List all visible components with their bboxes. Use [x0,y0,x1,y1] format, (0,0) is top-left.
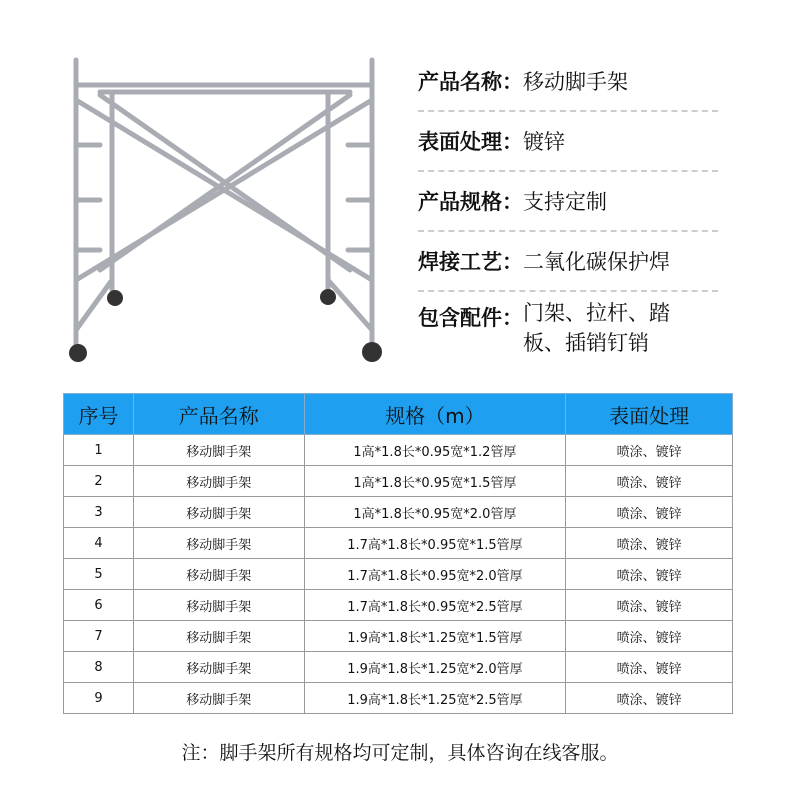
info-value: 移动脚手架 [523,70,628,94]
cell-spec: 1.7高*1.8长*0.95宽*1.5管厚 [304,528,566,559]
info-value: 二氧化碳保护焊 [523,250,670,274]
info-row-name [418,52,718,112]
info-row-spec [418,172,718,232]
cell-spec: 1.7高*1.8长*0.95宽*2.5管厚 [304,590,566,621]
header-surface: 表面处理 [566,394,733,435]
cell-name: 移动脚手架 [133,652,304,683]
table-row [64,466,733,497]
cell-surface: 喷涂、镀锌 [566,497,733,528]
header-spec: 规格（m） [304,394,566,435]
table-row [64,559,733,590]
table-header [64,394,733,435]
cell-surface: 喷涂、镀锌 [566,683,733,714]
cell-spec: 1.7高*1.8长*0.95宽*2.0管厚 [304,559,566,590]
info-label: 表面处理： [418,130,523,154]
info-label: 产品规格： [418,190,523,214]
product-info [418,52,718,372]
cell-spec: 1.9高*1.8长*1.25宽*2.5管厚 [304,683,566,714]
cell-spec: 1.9高*1.8长*1.25宽*1.5管厚 [304,621,566,652]
cell-surface: 喷涂、镀锌 [566,621,733,652]
cell-surface: 喷涂、镀锌 [566,590,733,621]
info-label: 焊接工艺： [418,250,523,274]
cell-spec: 1高*1.8长*0.95宽*1.5管厚 [304,466,566,497]
info-value: 镀锌 [523,130,565,154]
cell-name: 移动脚手架 [133,466,304,497]
table-row [64,621,733,652]
cell-index: 4 [64,528,134,559]
cell-name: 移动脚手架 [133,497,304,528]
cell-surface: 喷涂、镀锌 [566,528,733,559]
info-value: 支持定制 [523,190,607,214]
cell-surface: 喷涂、镀锌 [566,652,733,683]
table-row [64,590,733,621]
cell-index: 7 [64,621,134,652]
info-value: 门架、拉杆、踏板、插销钉销 [523,301,670,355]
mobile-scaffold-image [60,50,400,375]
table-row [64,435,733,466]
table-row [64,528,733,559]
info-row-welding [418,232,718,292]
info-label: 包含配件： [418,306,523,330]
table-row [64,497,733,528]
cell-surface: 喷涂、镀锌 [566,435,733,466]
cell-spec: 1高*1.8长*0.95宽*2.0管厚 [304,497,566,528]
table-row [64,652,733,683]
header-name: 产品名称 [133,394,304,435]
cell-spec: 1高*1.8长*0.95宽*1.2管厚 [304,435,566,466]
cell-surface: 喷涂、镀锌 [566,559,733,590]
cell-name: 移动脚手架 [133,590,304,621]
cell-index: 6 [64,590,134,621]
cell-surface: 喷涂、镀锌 [566,466,733,497]
info-row-accessories [418,292,718,372]
cell-index: 5 [64,559,134,590]
spec-table [63,393,733,714]
cell-name: 移动脚手架 [133,528,304,559]
info-row-surface [418,112,718,172]
cell-index: 3 [64,497,134,528]
footer-note: 注：脚手架所有规格均可定制，具体咨询在线客服。 [181,742,619,764]
cell-index: 9 [64,683,134,714]
cell-name: 移动脚手架 [133,559,304,590]
cell-spec: 1.9高*1.8长*1.25宽*2.0管厚 [304,652,566,683]
cell-name: 移动脚手架 [133,435,304,466]
cell-index: 1 [64,435,134,466]
cell-name: 移动脚手架 [133,683,304,714]
cell-name: 移动脚手架 [133,621,304,652]
cell-index: 8 [64,652,134,683]
cell-index: 2 [64,466,134,497]
header-index: 序号 [64,394,134,435]
table-row [64,683,733,714]
info-label: 产品名称： [418,70,523,94]
